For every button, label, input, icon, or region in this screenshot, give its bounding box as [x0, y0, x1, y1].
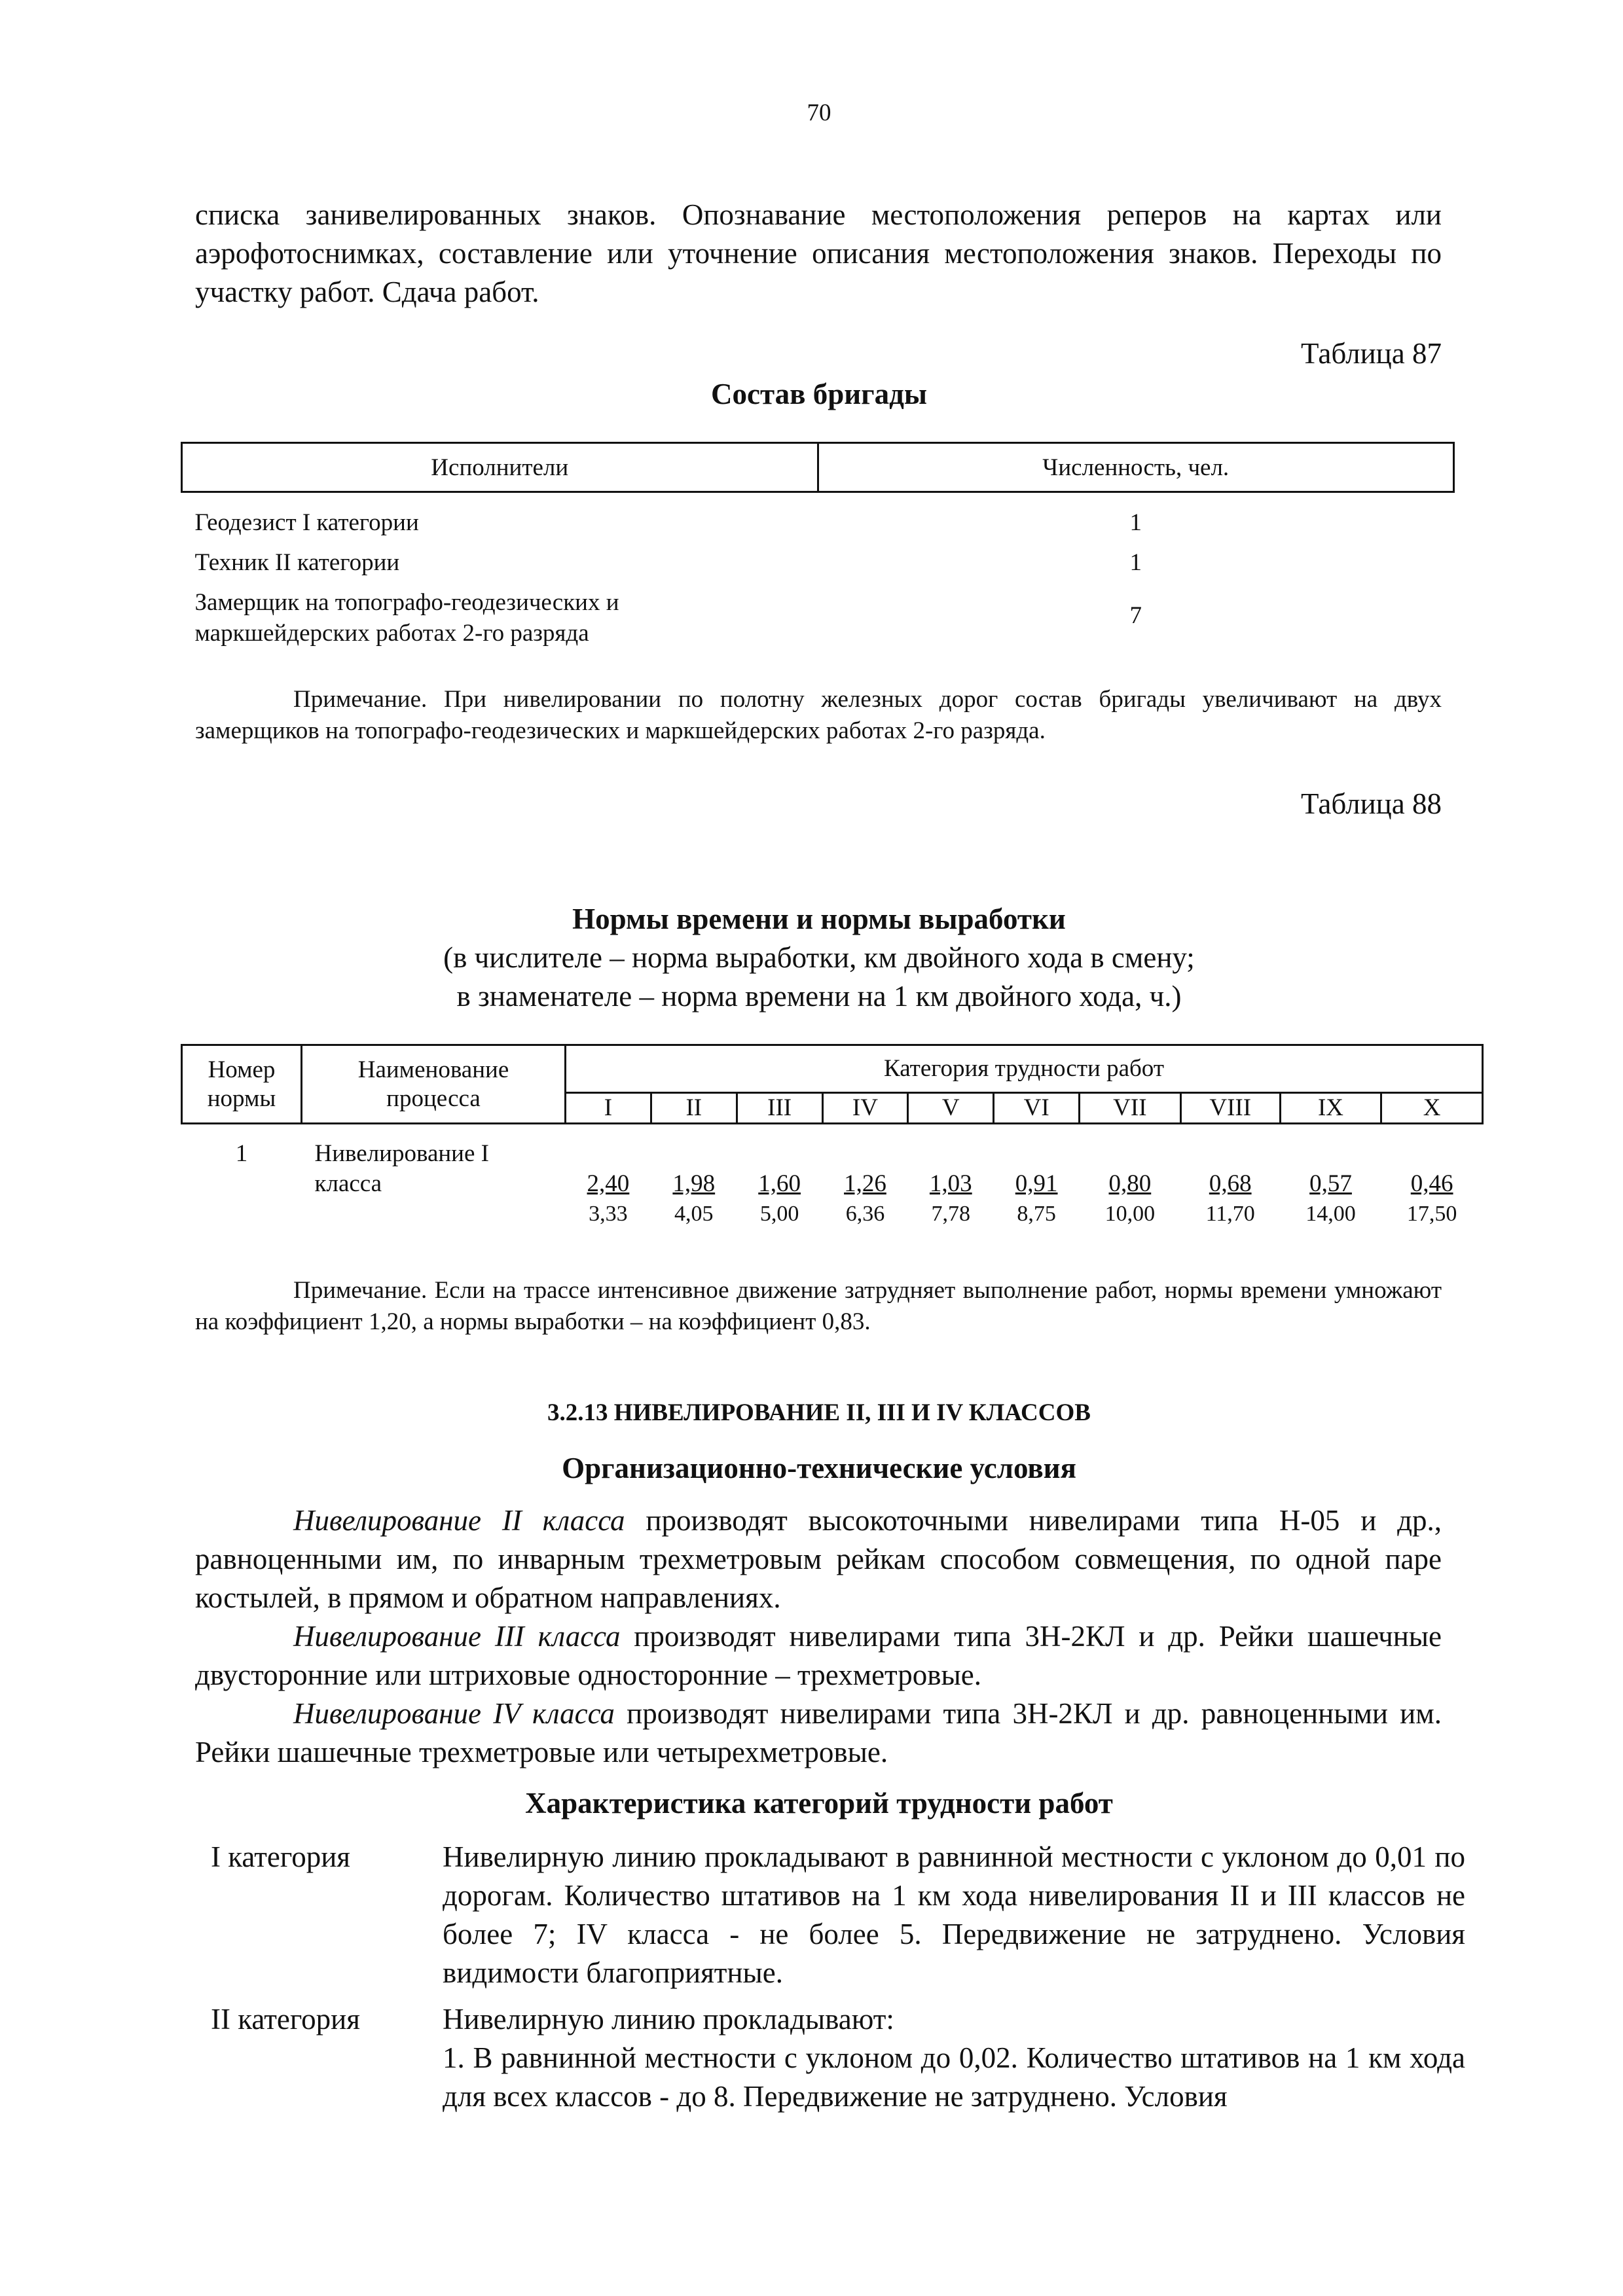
category-header: VI	[994, 1093, 1080, 1124]
category-header: VII	[1080, 1093, 1181, 1124]
table87-note: Примечание. При нивелировании по полотну железных дорог состав бригады увеличивают на двух замерщиков на топографо-геодезических и маркшейдерских работах 2-го разряда.	[195, 686, 1442, 744]
time-norm: 4,05	[674, 1202, 714, 1226]
norm-value-cell	[822, 1124, 908, 1230]
category-header: I	[566, 1093, 651, 1124]
conditions-text	[195, 1501, 1442, 1772]
norm-value-cell	[908, 1124, 994, 1230]
output-norm: 0,57	[1309, 1170, 1352, 1197]
table-row	[182, 578, 1454, 649]
category-header: IV	[822, 1093, 908, 1124]
table88-note: Примечание. Если на трассе интенсивное движение затрудняет выполнение работ, нормы времени умножают на коэффициент 1,20, а нормы выработки – на коэффициент 0,83.	[195, 1277, 1442, 1335]
output-norm: 1,98	[672, 1170, 716, 1197]
header-norm-number: Номер нормы	[182, 1045, 302, 1124]
time-norm: 17,50	[1406, 1202, 1457, 1226]
output-norm: 0,80	[1108, 1170, 1152, 1197]
time-norm: 11,70	[1205, 1202, 1255, 1226]
output-norm: 2,40	[587, 1170, 630, 1197]
paragraph-text: производят нивелирами типа 3Н-2КЛ и др. Рейки шашечные двусторонние или штриховые односторонние – трехметровые.	[195, 1620, 1442, 1691]
time-norm: 6,36	[845, 1202, 885, 1226]
norm-value-cell	[1381, 1124, 1483, 1230]
table-row	[182, 492, 1454, 539]
norm-value-cell	[566, 1124, 651, 1230]
process-name: Нивелирование I класса	[314, 1140, 489, 1197]
output-norm: 1,60	[758, 1170, 801, 1197]
paragraph	[195, 1501, 1442, 1617]
category-header: IX	[1280, 1093, 1381, 1124]
count-cell: 7	[1129, 602, 1142, 629]
output-norm: 1,03	[929, 1170, 972, 1197]
paragraph-term: Нивелирование II класса	[293, 1504, 625, 1537]
time-norm: 10,00	[1104, 1202, 1156, 1226]
table87-title: Состав бригады	[711, 378, 927, 410]
table88-subtitle-1: (в числителе – норма выработки, км двойного хода в смену;	[443, 941, 1195, 974]
output-norm: 0,68	[1209, 1170, 1252, 1197]
table87-label: Таблица 87	[1301, 337, 1442, 370]
output-norm: 0,91	[1015, 1170, 1058, 1197]
header-count: Численность, чел.	[818, 443, 1454, 492]
category-header: V	[908, 1093, 994, 1124]
norm-value-cell	[737, 1124, 822, 1230]
section-heading: 3.2.13 НИВЕЛИРОВАНИЕ II, III И IV КЛАССОВ	[547, 1399, 1091, 1426]
table88-title: Нормы времени и нормы выработки	[572, 903, 1066, 935]
time-norm: 14,00	[1305, 1202, 1356, 1226]
norm-value-cell	[994, 1124, 1080, 1230]
paragraph-term: Нивелирование IV класса	[293, 1697, 615, 1730]
category-item	[211, 2000, 1484, 2116]
header-performers: Исполнители	[182, 443, 818, 492]
page-number: 70	[807, 99, 831, 126]
category-label: I категория	[211, 1840, 350, 1873]
paragraph	[195, 1617, 1442, 1695]
category-label: II категория	[211, 2003, 360, 2036]
role-cell: Техник II категории	[194, 549, 400, 576]
description-line: Нивелирную линию прокладывают:	[443, 2003, 894, 2036]
category-header: X	[1381, 1093, 1483, 1124]
intro-paragraph: списка занивелированных знаков. Опознавание местоположения реперов на картах или аэрофотоснимках, составление или уточнение описания местоположения знаков. Переходы по участку работ. Сдача работ.	[195, 198, 1442, 308]
table-row	[182, 1124, 1483, 1230]
category-header: III	[737, 1093, 822, 1124]
table88-label: Таблица 88	[1301, 787, 1442, 820]
role-cell: Замерщик на топографо-геодезических и маркшейдерских работах 2-го разряда	[194, 589, 619, 647]
category-header: VIII	[1180, 1093, 1280, 1124]
time-norm: 3,33	[589, 1202, 628, 1226]
paragraph-term: Нивелирование III класса	[293, 1620, 621, 1653]
section-subheading: Организационно-технические условия	[562, 1452, 1076, 1484]
norms-table	[181, 1044, 1484, 1229]
category-item	[211, 1838, 1484, 1992]
table-row	[182, 538, 1454, 578]
category-header: II	[651, 1093, 737, 1124]
crew-table	[181, 442, 1455, 649]
paragraph-text: производят нивелирами типа 3Н-2КЛ и др. равноценными им. Рейки шашечные трехметровые или четырехметровые.	[195, 1697, 1442, 1768]
table88-subtitle-2: в знаменателе – норма времени на 1 км двойного хода, ч.)	[456, 980, 1182, 1013]
time-norm: 7,78	[931, 1202, 971, 1226]
count-cell: 1	[1129, 549, 1142, 576]
paragraph	[195, 1695, 1442, 1772]
count-cell: 1	[1129, 509, 1142, 536]
norm-value-cell	[1180, 1124, 1280, 1230]
output-norm: 0,46	[1410, 1170, 1453, 1197]
category-description	[443, 2000, 1465, 2116]
header-category: Категория трудности работ	[566, 1045, 1483, 1093]
description-line: 1. В равнинной местности с уклоном до 0,02. Количество штативов на 1 км хода для всех классов - до 8. Передвижение не затруднено. Условия	[443, 2041, 1465, 2113]
norm-value-cell	[1080, 1124, 1181, 1230]
header-process-name: Наименование процесса	[302, 1045, 566, 1124]
time-norm: 5,00	[759, 1202, 799, 1226]
norm-value-cell	[1280, 1124, 1381, 1230]
category-description: Нивелирную линию прокладывают в равнинной местности с уклоном до 0,01 по дорогам. Количество штативов на 1 км хода нивелирования II и III классов не более 7; IV класса - не более 5. Передвижение не затруднено. Условия видимости благоприятные.	[443, 1840, 1465, 1989]
paragraph-text: производят высокоточными нивелирами типа Н-05 и др., равноценными им, по инварным трехметровым рейкам способом совмещения, по одной паре костылей, в прямом и обратном направлениях.	[195, 1504, 1442, 1614]
norm-number: 1	[235, 1140, 248, 1167]
output-norm: 1,26	[844, 1170, 886, 1197]
time-norm: 8,75	[1017, 1202, 1056, 1226]
page-content	[181, 98, 1484, 2116]
categories-heading: Характеристика категорий трудности работ	[525, 1787, 1113, 1820]
role-cell: Геодезист I категории	[194, 509, 419, 536]
norm-value-cell	[651, 1124, 737, 1230]
